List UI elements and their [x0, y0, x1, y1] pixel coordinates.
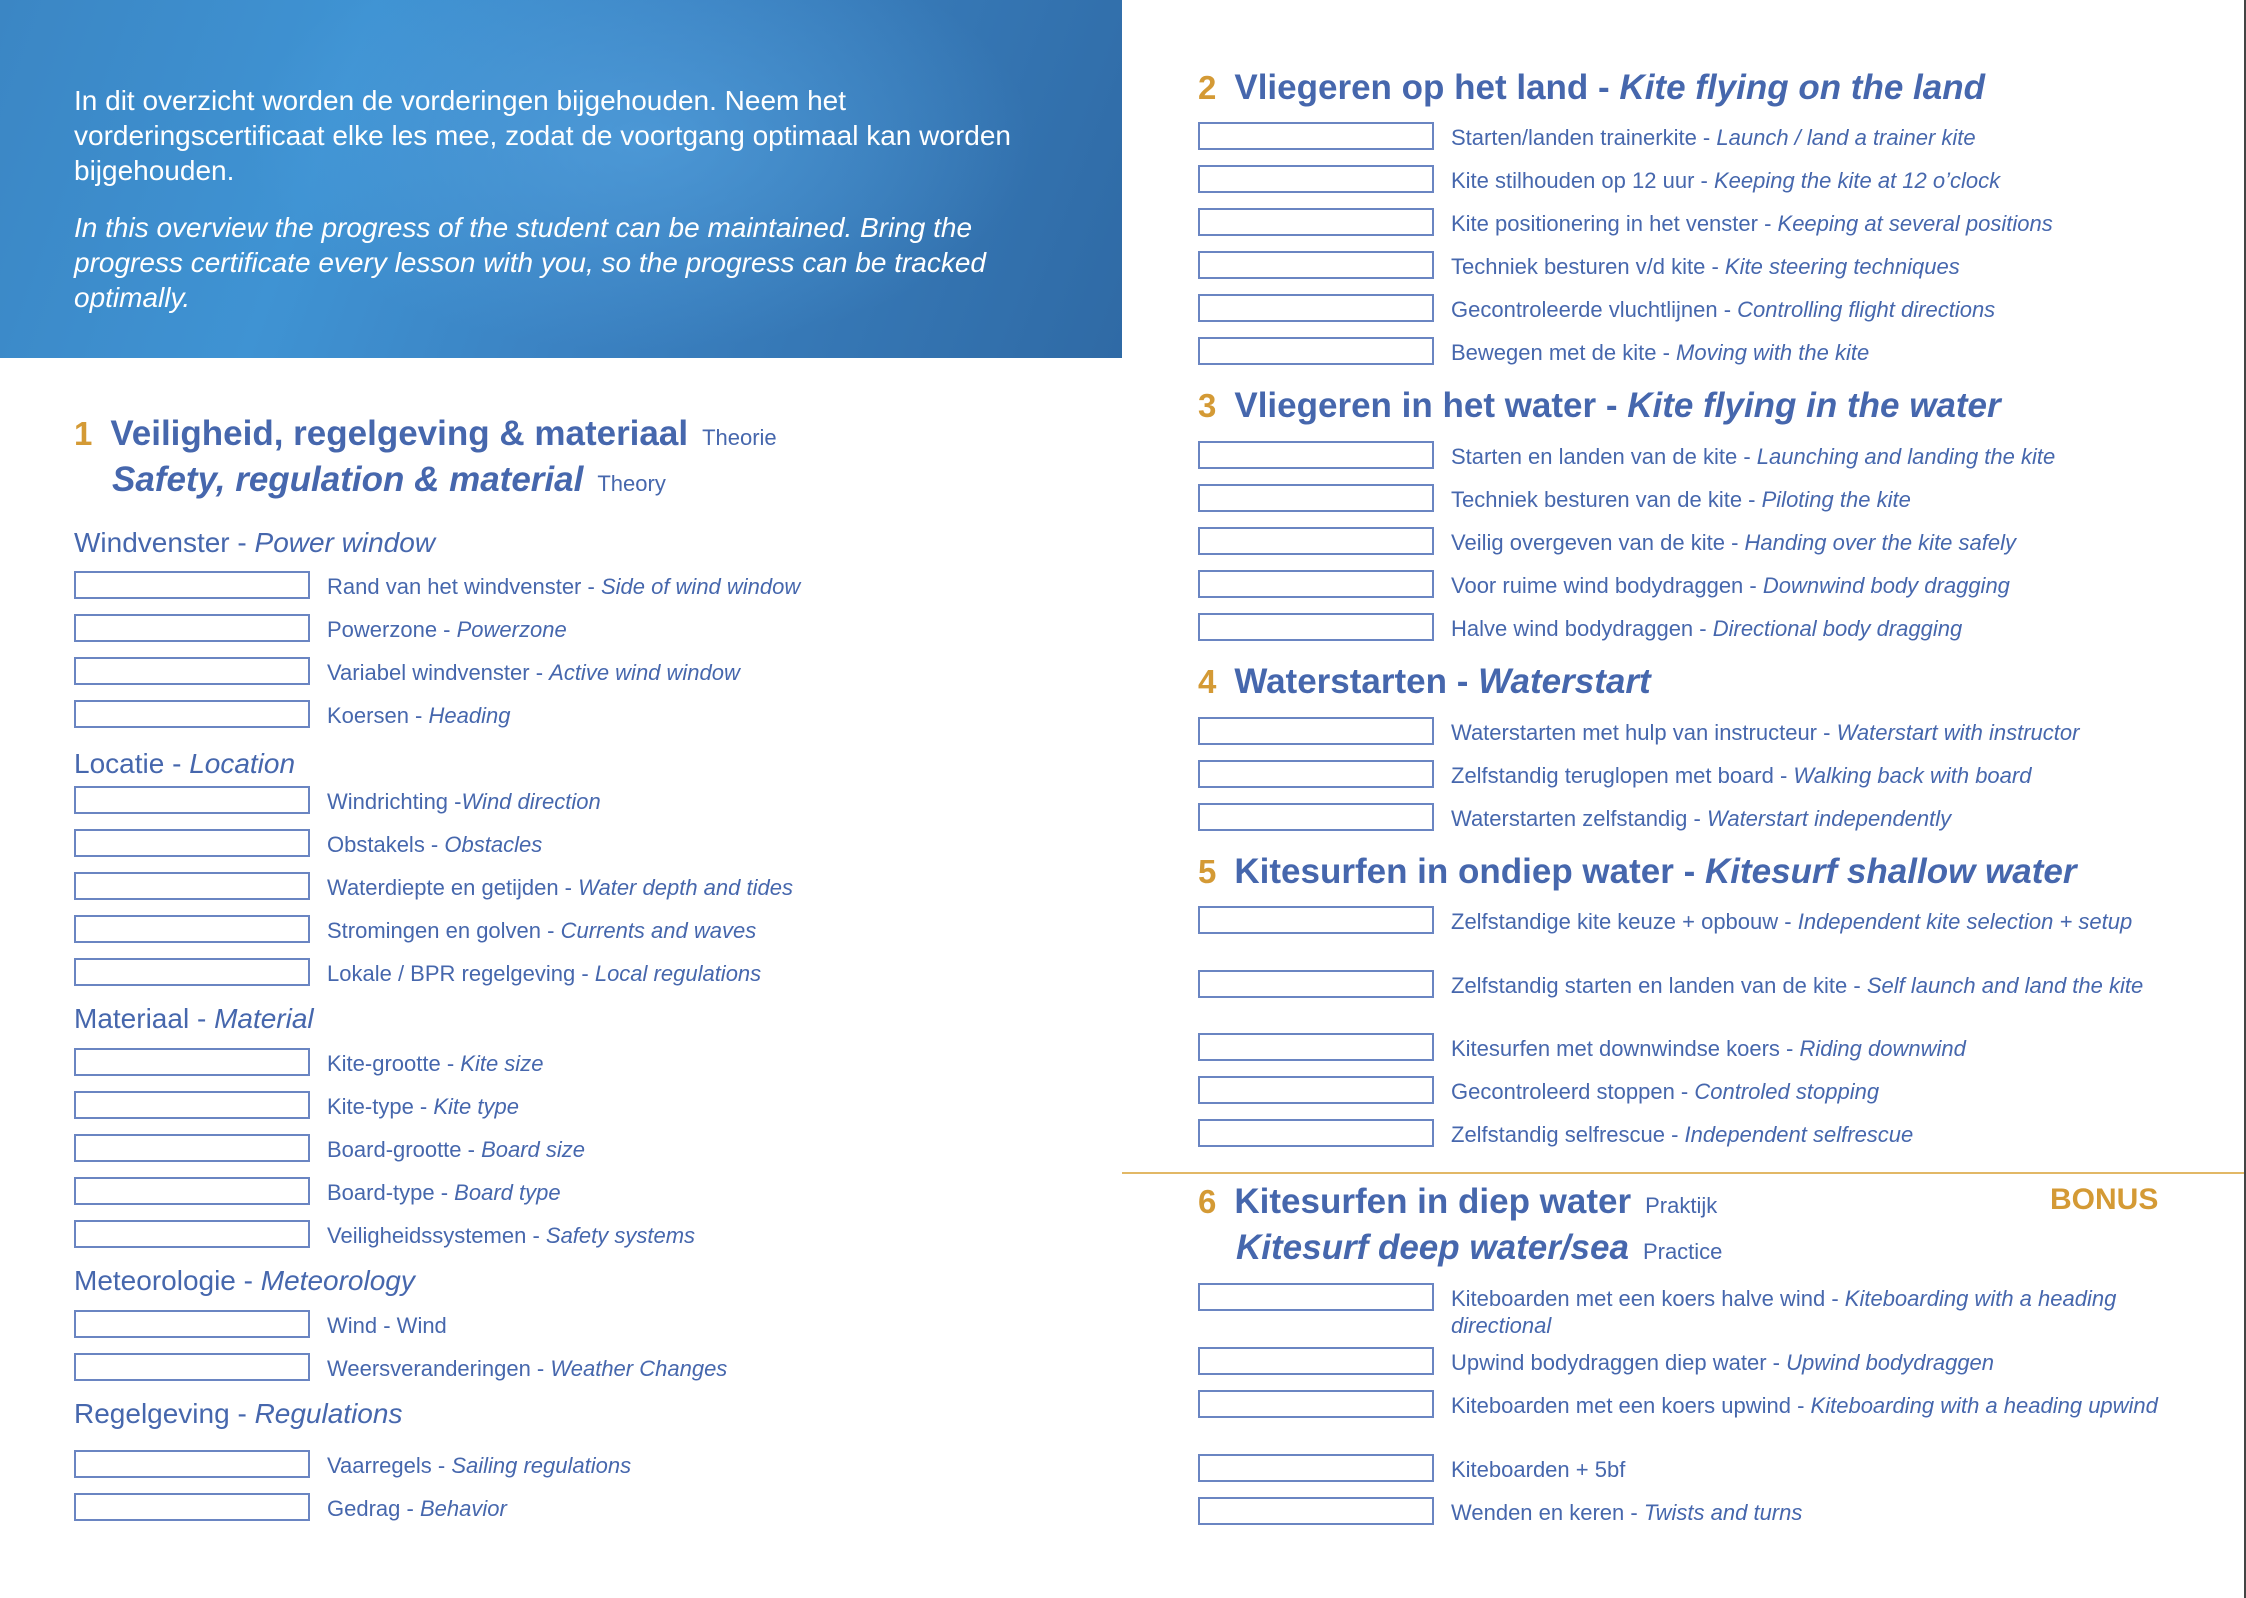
- section-tag-nl: Theorie: [702, 425, 777, 450]
- item-label: [1451, 253, 1960, 280]
- item-label-en: Side of wind window: [600, 574, 801, 599]
- item-label: [327, 1093, 519, 1120]
- subsection-heading-nl: Windvenster: [74, 527, 230, 558]
- progress-checkbox[interactable]: [1198, 1497, 1434, 1525]
- subsection-separator: -: [189, 1003, 215, 1034]
- item-label-en: Launching and landing the kite: [1756, 444, 2056, 469]
- section-number: 5: [1198, 853, 1217, 890]
- item-label-nl: Variabel windvenster -: [327, 660, 550, 685]
- item-label: [1451, 1078, 2171, 1105]
- item-label-nl: Gecontroleerd stoppen -: [1451, 1079, 1695, 1104]
- subsection-heading-en: Power window: [254, 527, 436, 558]
- section-5-title: [1198, 852, 2076, 892]
- item-label: [327, 1495, 507, 1522]
- item-label-nl: Kite-grootte -: [327, 1051, 461, 1076]
- item-label-nl: Board-grootte -: [327, 1137, 482, 1162]
- section-title: [1234, 662, 1650, 701]
- item-label-nl: Starten en landen van de kite -: [1451, 444, 1757, 469]
- item-label-nl: Zelfstandig teruglopen met board -: [1451, 763, 1794, 788]
- item-label: [327, 831, 542, 858]
- item-label: [1451, 1285, 2171, 1339]
- subsection-heading-nl: Meteorologie: [74, 1265, 236, 1296]
- progress-checkbox[interactable]: [1198, 1347, 1434, 1375]
- progress-checkbox[interactable]: [74, 1450, 310, 1478]
- item-label: [1451, 124, 1976, 151]
- section-title: [1234, 386, 2000, 425]
- section-3-title: [1198, 386, 2001, 426]
- progress-checkbox[interactable]: [1198, 1033, 1434, 1061]
- item-label-en: Board size: [481, 1137, 586, 1162]
- progress-checkbox[interactable]: [1198, 1119, 1434, 1147]
- item-label: [327, 1050, 543, 1077]
- item-label-nl: Board-type -: [327, 1180, 455, 1205]
- item-label: [327, 917, 756, 944]
- item-label: [327, 1136, 585, 1163]
- item-label-en: Obstacles: [444, 832, 543, 857]
- item-label-en: Active wind window: [549, 660, 740, 685]
- item-label-nl: Techniek besturen v/d kite -: [1451, 254, 1725, 279]
- item-label-en: Upwind bodydraggen: [1786, 1350, 1995, 1375]
- progress-checkbox[interactable]: [74, 1091, 310, 1119]
- subsection-heading: [74, 527, 435, 559]
- item-label: [327, 616, 567, 643]
- item-label-nl: Gecontroleerde vluchtlijnen -: [1451, 297, 1738, 322]
- intro-text-nl: In dit overzicht worden de vorderingen bijgehouden. Neem het vorderingscertificaat elke les mee, zodat de voortgang optimaal kan worden bijgehouden.: [74, 85, 1011, 186]
- progress-checkbox[interactable]: [1198, 1076, 1434, 1104]
- section-title-nl: Kitesurfen in diep water: [1234, 1182, 1632, 1221]
- subsection-heading: [74, 1003, 314, 1035]
- progress-checkbox[interactable]: [1198, 294, 1434, 322]
- item-label-en: Riding downwind: [1799, 1036, 1966, 1061]
- item-label-en: Moving with the kite: [1676, 340, 1870, 365]
- item-label: [327, 702, 510, 729]
- item-label: [1451, 1121, 2171, 1148]
- progress-checkbox[interactable]: [74, 1134, 310, 1162]
- item-label-nl: Zelfstandige kite keuze + opbouw -: [1451, 909, 1798, 934]
- item-label-nl: Kitesurfen met downwindse koers -: [1451, 1036, 1800, 1061]
- item-label-nl: Veilig overgeven van de kite -: [1451, 530, 1745, 555]
- progress-checkbox[interactable]: [74, 700, 310, 728]
- item-label-nl: Voor ruime wind bodydraggen -: [1451, 573, 1763, 598]
- section-6-subtitle: [1236, 1228, 1722, 1268]
- item-label: [1451, 443, 2055, 470]
- item-label: [1451, 615, 1962, 642]
- item-label-en: Kite type: [433, 1094, 519, 1119]
- subsection-separator: -: [164, 748, 190, 779]
- item-label-en: Launch / land a trainer kite: [1716, 125, 1976, 150]
- progress-checkbox[interactable]: [1198, 484, 1434, 512]
- section-title-nl: Vliegeren op het land -: [1234, 68, 1620, 107]
- item-label: [1451, 1392, 2171, 1419]
- item-label-en: Behavior: [419, 1496, 507, 1521]
- item-label-en: Sailing regulations: [451, 1453, 632, 1478]
- subsection-separator: -: [229, 527, 255, 558]
- progress-checkbox[interactable]: [1198, 760, 1434, 788]
- item-label-nl: Rand van het windvenster -: [327, 574, 601, 599]
- item-label-en: Downwind body dragging: [1762, 573, 2010, 598]
- item-label-nl: Waterstarten met hulp van instructeur -: [1451, 720, 1837, 745]
- item-label-en: Kite size: [460, 1051, 544, 1076]
- item-label-en: Kite steering techniques: [1724, 254, 1960, 279]
- progress-checkbox[interactable]: [1198, 613, 1434, 641]
- section-number: 3: [1198, 387, 1217, 424]
- item-label-en: Wind direction: [461, 789, 601, 814]
- item-label-nl: Vaarregels -: [327, 1453, 452, 1478]
- item-label-en: Waterstart independently: [1706, 806, 1952, 831]
- item-label: [1451, 296, 1995, 323]
- item-label: [1451, 1349, 2171, 1376]
- item-label: [327, 788, 601, 815]
- item-label-en: Directional body dragging: [1712, 616, 1963, 641]
- progress-checkbox[interactable]: [74, 958, 310, 986]
- item-label-nl: Halve wind bodydraggen -: [1451, 616, 1713, 641]
- section-title-en: Waterstart: [1478, 662, 1651, 701]
- item-label-en: Walking back with board: [1793, 763, 2032, 788]
- item-label-en: Independent kite selection + setup: [1797, 909, 2133, 934]
- item-label-nl: Kiteboarden met een koers halve wind -: [1451, 1286, 1845, 1311]
- item-label-en: Handing over the kite safely: [1744, 530, 2017, 555]
- subsection-heading-en: Meteorology: [260, 1265, 415, 1296]
- subsection-heading: [74, 748, 295, 780]
- intro-text-en: In this overview the progress of the student can be maintained. Bring the progress certificate every lesson with you, so the progress can be tracked optimally.: [74, 212, 986, 313]
- progress-checkbox[interactable]: [1198, 1283, 1434, 1311]
- item-label-en: Self launch and land the kite: [1866, 973, 2144, 998]
- progress-checkbox[interactable]: [74, 657, 310, 685]
- section-number: 4: [1198, 663, 1217, 700]
- subsection-heading: [74, 1265, 415, 1297]
- item-label: [1451, 572, 2010, 599]
- progress-checkbox[interactable]: [1198, 1454, 1434, 1482]
- item-label: [327, 1179, 561, 1206]
- section-title-en: Kite flying in the water: [1627, 386, 2001, 425]
- subsection-heading-nl: Materiaal: [74, 1003, 190, 1034]
- bonus-label: BONUS: [2050, 1183, 2159, 1216]
- subsection-heading-en: Location: [189, 748, 296, 779]
- item-label-en: Keeping at several positions: [1777, 211, 2053, 236]
- item-label: [327, 659, 740, 686]
- item-label: [1451, 486, 1911, 513]
- item-label-en: Kiteboarding with a heading directional: [1451, 1286, 2117, 1338]
- progress-checkbox[interactable]: [1198, 441, 1434, 469]
- item-label-en: Twists and turns: [1643, 1500, 1803, 1525]
- section-title-en: Kitesurf deep water/sea: [1236, 1228, 1629, 1267]
- section-4-title: [1198, 662, 1651, 702]
- item-label-nl: Waterdiepte en getijden -: [327, 875, 579, 900]
- item-label: [1451, 908, 2171, 935]
- progress-checkbox[interactable]: [1198, 803, 1434, 831]
- item-label-nl: Obstakels -: [327, 832, 445, 857]
- item-label: [327, 960, 761, 987]
- item-label-en: Heading: [428, 703, 511, 728]
- item-label-nl: Zelfstandig starten en landen van de kite -: [1451, 973, 1867, 998]
- subsection-separator: -: [235, 1265, 261, 1296]
- section-1-subtitle: [112, 460, 666, 500]
- progress-checkbox[interactable]: [1198, 717, 1434, 745]
- item-label: [1451, 529, 2016, 556]
- section-title: [1234, 68, 1985, 107]
- progress-checkbox[interactable]: [1198, 251, 1434, 279]
- section-title: [1234, 852, 2076, 891]
- item-label-en: Controled stopping: [1694, 1079, 1880, 1104]
- section-title-nl: Kitesurfen in ondiep water -: [1234, 852, 1705, 891]
- section-title-nl: Veiligheid, regelgeving & materiaal: [110, 414, 689, 453]
- section-1-title: [74, 414, 777, 454]
- item-label-en: Powerzone: [456, 617, 567, 642]
- section-6-title: [1198, 1182, 1717, 1222]
- progress-checkbox[interactable]: [1198, 208, 1434, 236]
- item-label-en: Controlling flight directions: [1737, 297, 1996, 322]
- item-label-nl: Kite-type -: [327, 1094, 434, 1119]
- item-label-nl: Kiteboarden met een koers upwind -: [1451, 1393, 1811, 1418]
- progress-checkbox[interactable]: [1198, 570, 1434, 598]
- item-label: [327, 1222, 695, 1249]
- bonus-divider: [1122, 1172, 2246, 1174]
- section-title-en: Kite flying on the land: [1619, 68, 1985, 107]
- progress-checkbox[interactable]: [74, 1048, 310, 1076]
- progress-checkbox[interactable]: [74, 1310, 310, 1338]
- progress-checkbox[interactable]: [1198, 337, 1434, 365]
- subsection-heading-en: Material: [214, 1003, 314, 1034]
- item-label-nl: Techniek besturen van de kite -: [1451, 487, 1762, 512]
- item-label-nl: Kite positionering in het venster -: [1451, 211, 1778, 236]
- item-label-en: Local regulations: [594, 961, 762, 986]
- section-number: 1: [74, 415, 93, 452]
- section-title-nl: Vliegeren in het water -: [1234, 386, 1628, 425]
- item-label-nl: Wenden en keren -: [1451, 1500, 1644, 1525]
- item-label-en: Safety systems: [545, 1223, 696, 1248]
- item-label-nl: Kite stilhouden op 12 uur -: [1451, 168, 1714, 193]
- item-label: [327, 874, 793, 901]
- progress-checkbox[interactable]: [74, 1353, 310, 1381]
- item-label-nl: Bewegen met de kite -: [1451, 340, 1677, 365]
- section-number: 6: [1198, 1183, 1217, 1220]
- progress-checkbox[interactable]: [74, 614, 310, 642]
- intro-banner: [0, 0, 1122, 358]
- item-label-nl: Lokale / BPR regelgeving -: [327, 961, 595, 986]
- item-label: [327, 1312, 447, 1339]
- progress-checkbox[interactable]: [1198, 1390, 1434, 1418]
- item-label: [1451, 762, 2031, 789]
- item-label-en: Water depth and tides: [578, 875, 793, 900]
- item-label: [327, 1452, 631, 1479]
- item-label: [1451, 339, 1869, 366]
- item-label-nl: Powerzone -: [327, 617, 457, 642]
- item-label-nl: Veiligheidssystemen -: [327, 1223, 546, 1248]
- progress-checkbox[interactable]: [1198, 906, 1434, 934]
- item-label-nl: Gedrag -: [327, 1496, 420, 1521]
- item-label-en: Keeping the kite at 12 o’clock: [1713, 168, 2001, 193]
- section-title-en-wrap: [1236, 1228, 1629, 1267]
- item-label: [1451, 719, 2079, 746]
- progress-checkbox[interactable]: [74, 872, 310, 900]
- item-label: [327, 1355, 727, 1382]
- item-label-nl: Waterstarten zelfstandig -: [1451, 806, 1707, 831]
- item-label-nl: Koersen -: [327, 703, 429, 728]
- item-label: [327, 573, 800, 600]
- item-label-nl: Kiteboarden + 5bf: [1451, 1457, 1626, 1482]
- item-label-en: Independent selfrescue: [1684, 1122, 1914, 1147]
- section-2-title: [1198, 68, 1985, 108]
- item-label: [1451, 167, 2000, 194]
- item-label-en: Kiteboarding with a heading upwind: [1810, 1393, 2158, 1418]
- item-label-en: Currents and waves: [560, 918, 757, 943]
- item-label-en: Weather Changes: [550, 1356, 728, 1381]
- section-number: 2: [1198, 69, 1217, 106]
- item-label: [1451, 1456, 2171, 1483]
- item-label-nl: Weersveranderingen -: [327, 1356, 551, 1381]
- subsection-separator: -: [229, 1398, 255, 1429]
- item-label-nl: Starten/landen trainerkite -: [1451, 125, 1717, 150]
- item-label-nl: Zelfstandig selfrescue -: [1451, 1122, 1685, 1147]
- subsection-heading-en: Regulations: [254, 1398, 403, 1429]
- item-label-en: Waterstart with instructor: [1836, 720, 2080, 745]
- progress-checkbox[interactable]: [74, 571, 310, 599]
- progress-checkbox[interactable]: [1198, 122, 1434, 150]
- item-label-nl: Windrichting -: [327, 789, 462, 814]
- progress-checkbox[interactable]: [74, 1493, 310, 1521]
- item-label-nl: Upwind bodydraggen diep water -: [1451, 1350, 1787, 1375]
- subsection-heading: [74, 1398, 402, 1430]
- progress-checkbox[interactable]: [74, 915, 310, 943]
- progress-checkbox[interactable]: [1198, 165, 1434, 193]
- item-label-en: Piloting the kite: [1761, 487, 1911, 512]
- section-tag-nl: Praktijk: [1645, 1193, 1718, 1218]
- item-label-en: Board type: [454, 1180, 561, 1205]
- item-label-nl: Wind - Wind: [327, 1313, 447, 1338]
- item-label: [1451, 805, 1951, 832]
- progress-checkbox[interactable]: [74, 1220, 310, 1248]
- subsection-heading-nl: Regelgeving: [74, 1398, 230, 1429]
- progress-checkbox[interactable]: [74, 786, 310, 814]
- item-label: [1451, 972, 2171, 999]
- item-label: [1451, 1499, 2171, 1526]
- item-label-nl: Stromingen en golven -: [327, 918, 561, 943]
- section-tag-en: Theory: [597, 471, 666, 496]
- item-label: [1451, 1035, 2171, 1062]
- item-label: [1451, 210, 2053, 237]
- subsection-heading-nl: Locatie: [74, 748, 165, 779]
- progress-checkbox[interactable]: [74, 1177, 310, 1205]
- section-tag-en: Practice: [1642, 1239, 1723, 1264]
- section-title-en: Kitesurf shallow water: [1704, 852, 2077, 891]
- progress-checkbox[interactable]: [1198, 970, 1434, 998]
- section-title-en: Safety, regulation & material: [112, 460, 584, 499]
- progress-checkbox[interactable]: [74, 829, 310, 857]
- section-title-nl: Waterstarten -: [1234, 662, 1479, 701]
- progress-checkbox[interactable]: [1198, 527, 1434, 555]
